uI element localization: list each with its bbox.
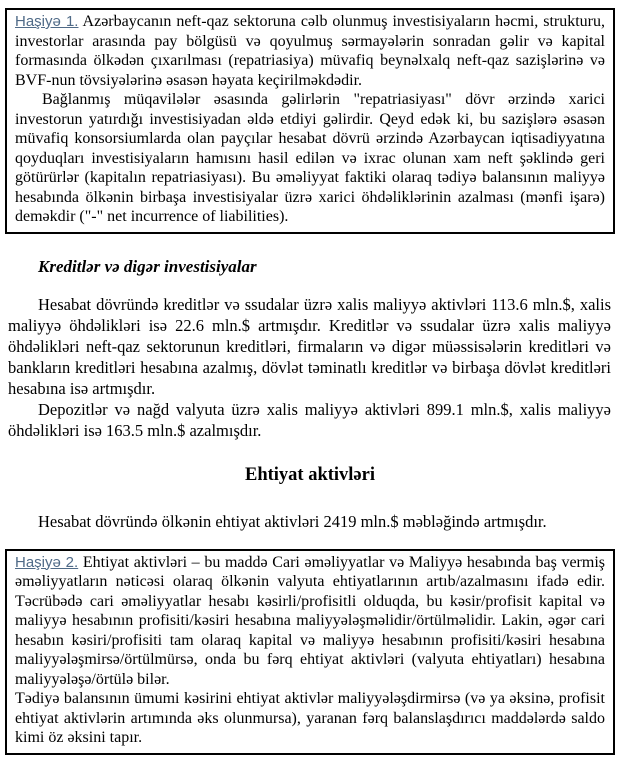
reserves-section-heading: Ehtiyat aktivləri <box>244 464 375 485</box>
callout-1-text: Azərbaycanın neft-qaz sektoruna cəlb olunmuş investisiyaların həcmi, strukturu, investorlar arasında pay bölgüsü və qoyulmuş sərmayələrin sonradan gəlir və kapital formasında ölkədən çıxarılması (repatriasiya) müvafiq beynəlxalq neft-qaz sazişlərinə və BVF-nun tövsiyələrinə əsasən həyata keçirilməkdədir. <box>15 13 605 89</box>
callout-2-label[interactable]: Haşiyə 2. <box>15 553 79 571</box>
callout-1-paragraph-1 <box>15 12 605 90</box>
callout-2-text: Ehtiyat aktivləri – bu maddə Cari əməliyyatlar və Maliyyə hesabında baş vermiş əməliyyatların nəticəsi olaraq ölkənin valyuta ehtiyatlarının artıb/azalmasını ifadə edir. Təcrübədə cari əməliyyatlar hesabı kəsirli/profisitli olduqda, bu kəsir/profisit kapital və maliyyə hesabının profisiti/kəsiri hesabına maliyyələşməlidir/örtülməlidir. Lakin, əgər cari hesabın kəsiri/profisiti tam olaraq kapital və maliyyə hesabının profisiti/kəsiri hesabına maliyyələşmirsə/örtülmürsə, onda bu fərq ehtiyat aktivləri (valyuta ehtiyatları) hesabına maliyyələşə/örtülə bilər. <box>15 553 606 688</box>
credits-paragraph-2: Depozitlər və nağd valyuta üzrə xalis maliyyə aktivləri 899.1 mln.$, xalis maliyyə öhdəlikləri isə 163.5 mln.$ azalmışdır. <box>8 399 611 440</box>
callout-2-paragraph-1 <box>15 553 605 690</box>
credits-section-heading: Kreditlər və digər investisiyalar <box>38 256 257 276</box>
callout-1-paragraph-2: Bağlanmış müqavilələr əsasında gəlirlərin "repatriasiyası" dövr ərzində xarici investorun yatırdığı investisiyadan əldə etdiyi gəlirdir. Qeyd edək ki, bu sazişlərə əsasən müvafiq konsorsiumlarda olan payçılar hesabat dövrü ərzində Azərbaycan iqtisadiyyatına qoyduqları investisiyaların hamısını hasil edilən və ixrac olunan xam neft şəklində geri götürürlər (kapitalın repatriasiyası). Bu əməliyyat faktiki olaraq tədiyə balansının maliyyə hesabında ölkənin birbaşa investisiyalar üzrə xarici öhdəliklərinin azalması (mənfi işarə) deməkdir ("-" net incurrence of liabilities). <box>15 91 605 225</box>
callout-box-2 <box>5 549 615 755</box>
callout-1-label[interactable]: Haşiyə 1. <box>15 13 79 30</box>
reserves-paragraph-1: Hesabat dövründə ölkənin ehtiyat aktivləri 2419 mln.$ məbləğində artmışdır. <box>38 511 547 531</box>
callout-2-paragraph-2: Tədiyə balansının ümumi kəsirini ehtiyat aktivlər maliyyələşdirmirsə (və ya əksinə, profisit ehtiyat aktivlərin artımında əks olunmursa), yaranan fərq balanslaşdırıcı maddələrdə saldo kimi öz əksini tapır. <box>15 690 605 746</box>
callout-box-1 <box>5 8 615 234</box>
credits-paragraph-1: Hesabat dövründə kreditlər və ssudalar üzrə xalis maliyyə aktivləri 113.6 mln.$, xalis maliyyə öhdəlikləri isə 22.6 mln.$ artmışdır. Kreditlər və ssudalar üzrə xalis maliyyə öhdəlikləri neft-qaz sektorunun kreditləri, firmaların və digər müəssisələrin kreditləri və bankların kreditləri hesabına azalmış, dövlət təminatlı kreditlər və birbaşa dövlət kreditləri hesabına isə artmışdır. <box>8 294 611 398</box>
